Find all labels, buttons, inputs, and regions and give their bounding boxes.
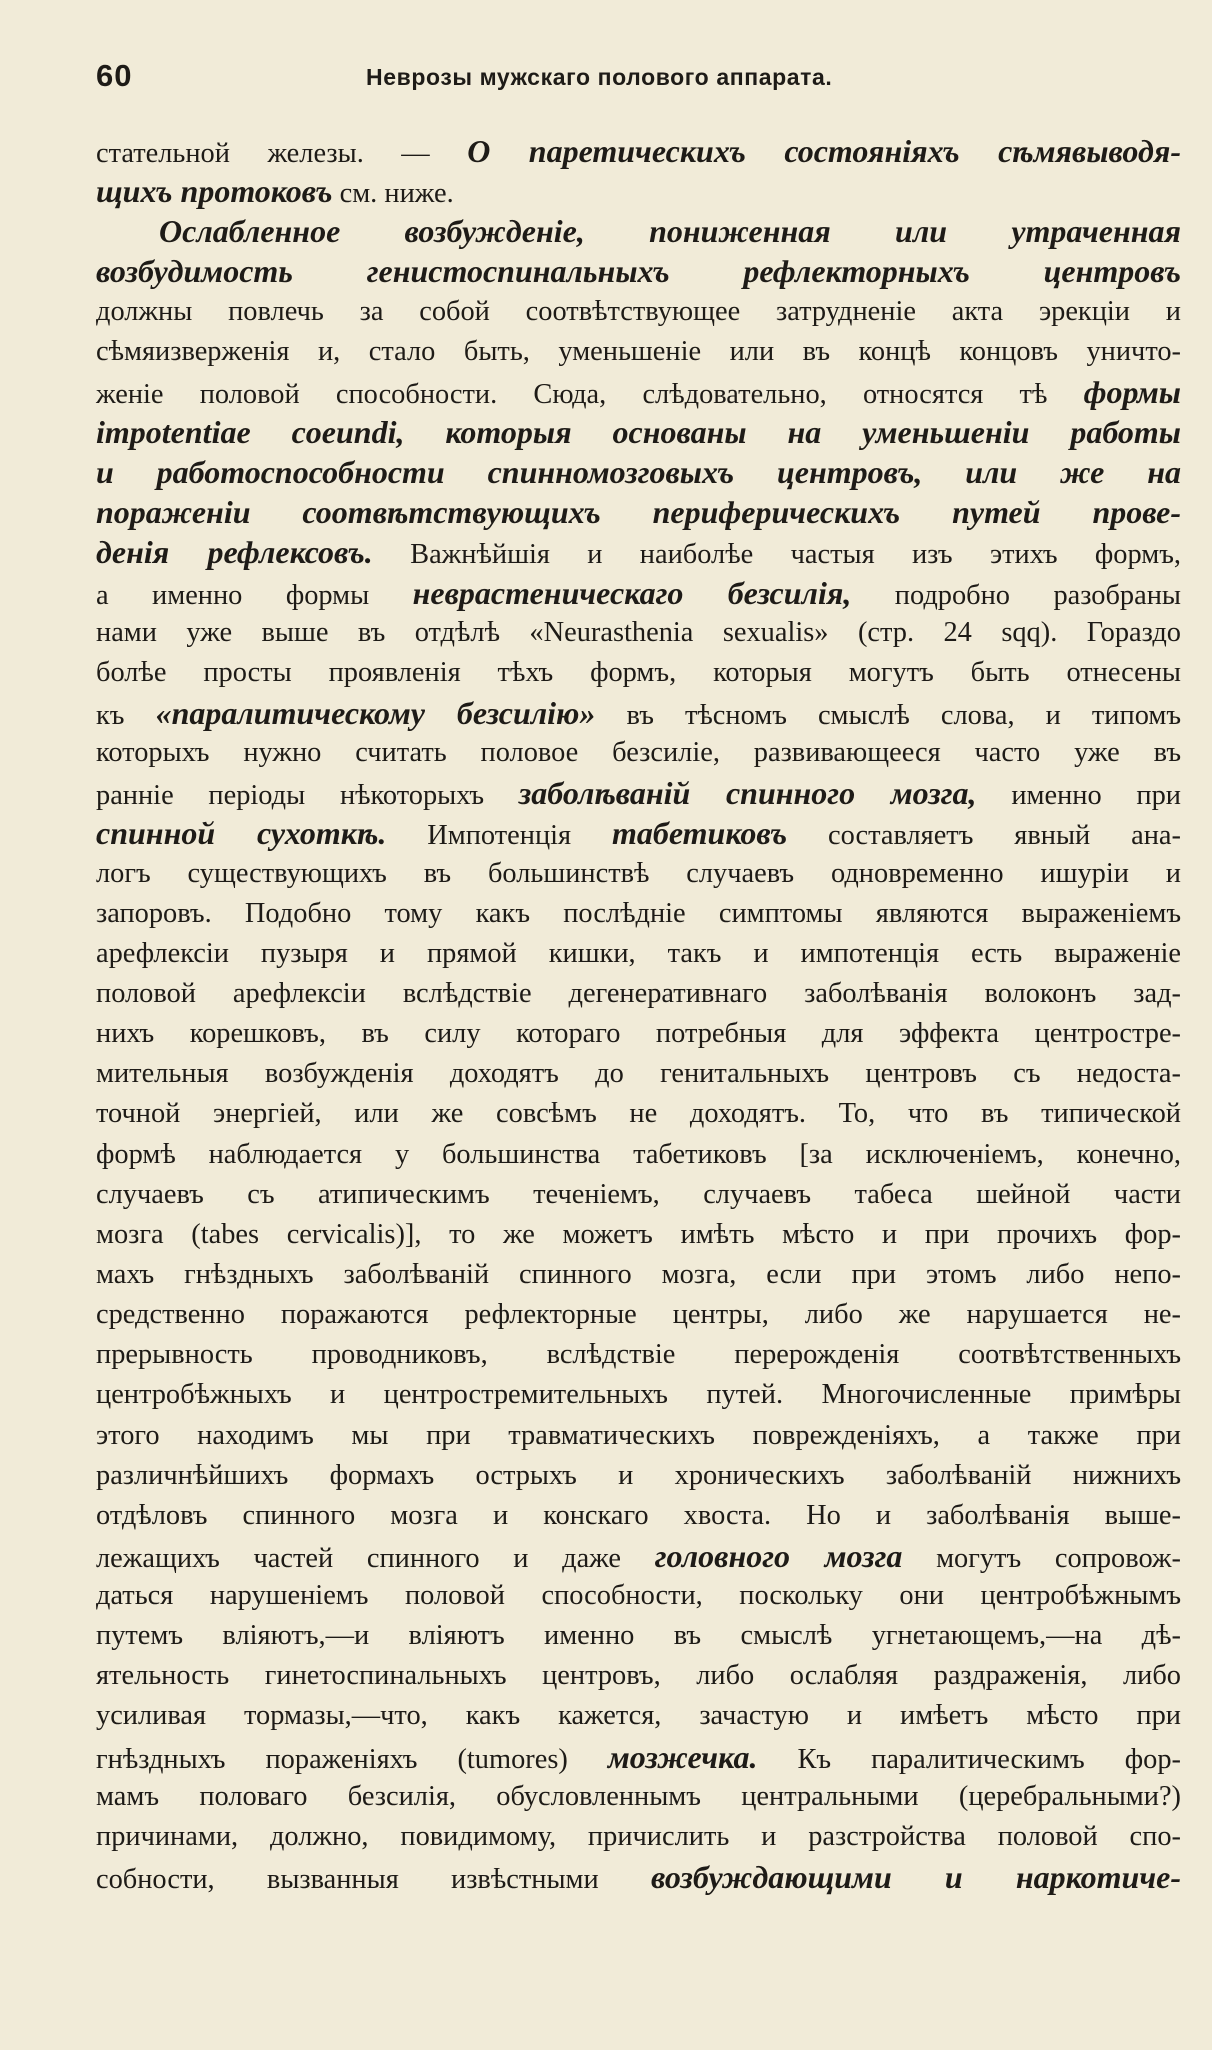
text-line	[96, 1696, 1181, 1736]
text-run: къ	[96, 699, 156, 731]
page-header	[96, 58, 1196, 98]
text-run: составляетъ явный ана-	[787, 820, 1181, 852]
text-line	[96, 1175, 1181, 1215]
body-text	[96, 131, 1181, 1897]
text-line	[96, 1656, 1181, 1696]
text-line	[96, 171, 1181, 211]
text-run: этого находимъ мы при травматическихъ поврежденіяхъ, а также при	[96, 1419, 1181, 1451]
text-line	[96, 813, 1181, 853]
text-line	[96, 773, 1181, 813]
text-run: различнѣйшихъ формахъ острыхъ и хроническихъ заболѣваній нижнихъ	[96, 1459, 1181, 1491]
italic-emphasis: impotentiae coeundi, которыя основаны на уменьшеніи работы	[96, 413, 1181, 450]
text-run: формѣ наблюдается у большинства табетиковъ [за исключеніемъ, конечно,	[96, 1138, 1181, 1170]
italic-emphasis: и работоспособности спинномозговыхъ центровъ, или же на	[96, 454, 1181, 491]
text-line	[96, 693, 1181, 733]
text-line	[96, 1014, 1181, 1054]
text-line	[96, 1416, 1181, 1456]
text-line	[96, 372, 1181, 412]
italic-emphasis: спинной сухоткѣ.	[96, 815, 387, 852]
text-line	[96, 532, 1181, 572]
page-number: 60	[96, 58, 133, 93]
text-line	[96, 894, 1181, 934]
text-run: арефлексіи пузыря и прямой кишки, такъ и импотенція есть выраженіе	[96, 937, 1181, 969]
italic-emphasis: щихъ протоковъ	[96, 173, 333, 210]
text-line	[96, 1857, 1181, 1897]
text-line	[96, 854, 1181, 894]
text-run: болѣе просты проявленія тѣхъ формъ, которыя могутъ быть отнесены	[96, 656, 1181, 688]
text-line	[96, 1375, 1181, 1415]
text-run: средственно поражаются рефлекторные центры, либо же нарушается не-	[96, 1299, 1181, 1331]
text-line	[96, 653, 1181, 693]
text-line	[96, 211, 1181, 251]
text-run: отдѣловъ спинного мозга и конскаго хвоста. Но и заболѣванія выше-	[96, 1499, 1181, 1531]
italic-emphasis: «паралитическому безсилію»	[155, 694, 596, 731]
text-run: гнѣздныхъ пораженіяхъ (tumores)	[96, 1743, 608, 1775]
text-run: которыхъ нужно считать половое безсиліе, развивающееся часто уже въ	[96, 737, 1181, 769]
italic-emphasis: неврастеническаго безсилія,	[412, 574, 852, 611]
text-run: должны повлечь за собой соотвѣтствующее затрудненіе акта эрекціи и	[96, 295, 1181, 327]
text-line	[96, 733, 1181, 773]
text-run: мозга (tabes cervicalis)], то же можетъ имѣть мѣсто и при прочихъ фор-	[96, 1218, 1181, 1250]
text-line	[96, 131, 1181, 171]
text-run: нихъ корешковъ, въ силу котораго потребныя для эффекта центростре-	[96, 1018, 1181, 1050]
text-run: даться нарушеніемъ половой способности, поскольку они центробѣжнымъ	[96, 1580, 1181, 1612]
text-run: въ тѣсномъ смыслѣ слова, и типомъ	[595, 699, 1181, 731]
text-line	[96, 1215, 1181, 1255]
text-line	[96, 1777, 1181, 1817]
text-line	[96, 1335, 1181, 1375]
text-run: центробѣжныхъ и центростремительныхъ путей. Многочисленные примѣры	[96, 1379, 1181, 1411]
text-run: Важнѣйшія и наиболѣе частыя изъ этихъ формъ,	[372, 539, 1181, 571]
text-line	[96, 573, 1181, 613]
italic-emphasis: О паретическихъ состояніяхъ сѣмявыводя-	[467, 133, 1181, 169]
text-run: мамъ половаго безсилія, обусловленнымъ центральными (церебральными?)	[96, 1780, 1181, 1812]
italic-emphasis: денія рефлексовъ.	[96, 534, 373, 571]
text-run: запоровъ. Подобно тому какъ послѣдніе симптомы являются выраженіемъ	[96, 897, 1181, 929]
italic-emphasis: табетиковъ	[612, 815, 788, 852]
text-line	[96, 251, 1181, 291]
text-line	[96, 613, 1181, 653]
text-line	[96, 934, 1181, 974]
text-line	[96, 1616, 1181, 1656]
text-line	[96, 1295, 1181, 1335]
running-head: Неврозы мужскаго полового аппарата.	[366, 64, 833, 90]
text-line	[96, 412, 1181, 452]
text-run: собности, вызванныя извѣстными	[96, 1864, 651, 1896]
text-run: именно при	[976, 780, 1181, 812]
italic-emphasis: формы	[1083, 373, 1181, 410]
text-run: причинами, должно, повидимому, причислить и разстройства половой спо-	[96, 1820, 1181, 1852]
text-line	[96, 974, 1181, 1014]
text-line	[96, 1456, 1181, 1496]
text-line	[96, 1496, 1181, 1536]
text-line	[96, 1536, 1181, 1576]
italic-emphasis: заболѣваній спинного мозга,	[518, 775, 977, 812]
text-run: точной энергіей, или же совсѣмъ не доходятъ. То, что въ типической	[96, 1098, 1181, 1130]
text-line	[96, 1817, 1181, 1857]
text-run: логъ существующихъ въ большинствѣ случаевъ одновременно ишуріи и	[96, 857, 1181, 889]
text-line	[96, 452, 1181, 492]
italic-emphasis: возбуждающими и наркотиче-	[650, 1859, 1181, 1896]
text-run: случаевъ съ атипическимъ теченіемъ, случаевъ табеса шейной части	[96, 1178, 1181, 1210]
text-run: нами уже выше въ отдѣлѣ «Neurasthenia sexualis» (стр. 24 sqq). Гораздо	[96, 616, 1181, 648]
text-run: женіе половой способности. Сюда, слѣдовательно, относятся тѣ	[96, 378, 1084, 410]
text-run: а именно формы	[96, 579, 413, 611]
text-line	[96, 332, 1181, 372]
italic-emphasis: головного мозга	[654, 1537, 903, 1574]
text-run: Импотенція	[386, 820, 613, 852]
italic-emphasis: мозжечка.	[607, 1738, 758, 1775]
text-run: сѣмяизверженія и, стало быть, уменьшеніе или въ концѣ концовъ уничто-	[96, 335, 1181, 367]
text-run: путемъ вліяютъ,—и вліяютъ именно въ смыслѣ угнетающемъ,—на дѣ-	[96, 1620, 1181, 1652]
text-run: мительныя возбужденія доходятъ до генитальныхъ центровъ съ недоста-	[96, 1058, 1181, 1090]
italic-emphasis: возбудимость генистоспинальныхъ рефлекторныхъ центровъ	[96, 253, 1181, 290]
text-run: прерывность проводниковъ, вслѣдствіе перерожденія соотвѣтственныхъ	[96, 1339, 1181, 1371]
text-line	[96, 1094, 1181, 1134]
text-run: ятельность гинетоспинальныхъ центровъ, либо ослабляя раздраженія, либо	[96, 1660, 1181, 1692]
text-line	[96, 1737, 1181, 1777]
text-run: Къ паралитическимъ фор-	[757, 1743, 1182, 1775]
text-run: подробно разобраны	[851, 579, 1181, 611]
text-run: усиливая тормазы,—что, какъ кажется, зачастую и имѣетъ мѣсто при	[96, 1700, 1181, 1732]
italic-emphasis: пораженіи соотвѣтствующихъ периферическихъ путей прове-	[96, 494, 1181, 531]
text-run: махъ гнѣздныхъ заболѣваній спинного мозга, если при этомъ либо непо-	[96, 1258, 1181, 1290]
text-run: стательной железы. —	[96, 138, 468, 169]
text-run: см. ниже.	[332, 178, 454, 210]
text-run: половой арефлексіи вслѣдствіе дегенеративнаго заболѣванія волоконъ зад-	[96, 977, 1181, 1009]
text-line	[96, 492, 1181, 532]
text-line	[96, 1576, 1181, 1616]
text-run: ранніе періоды нѣкоторыхъ	[96, 780, 519, 812]
italic-emphasis: Ослабленное возбужденіе, пониженная или утраченная	[159, 213, 1181, 250]
text-line	[96, 1255, 1181, 1295]
text-line	[96, 1135, 1181, 1175]
text-run: лежащихъ частей спинного и даже	[96, 1542, 655, 1574]
text-line	[96, 1054, 1181, 1094]
text-line	[96, 292, 1181, 332]
text-run: могутъ сопровож-	[902, 1542, 1182, 1574]
